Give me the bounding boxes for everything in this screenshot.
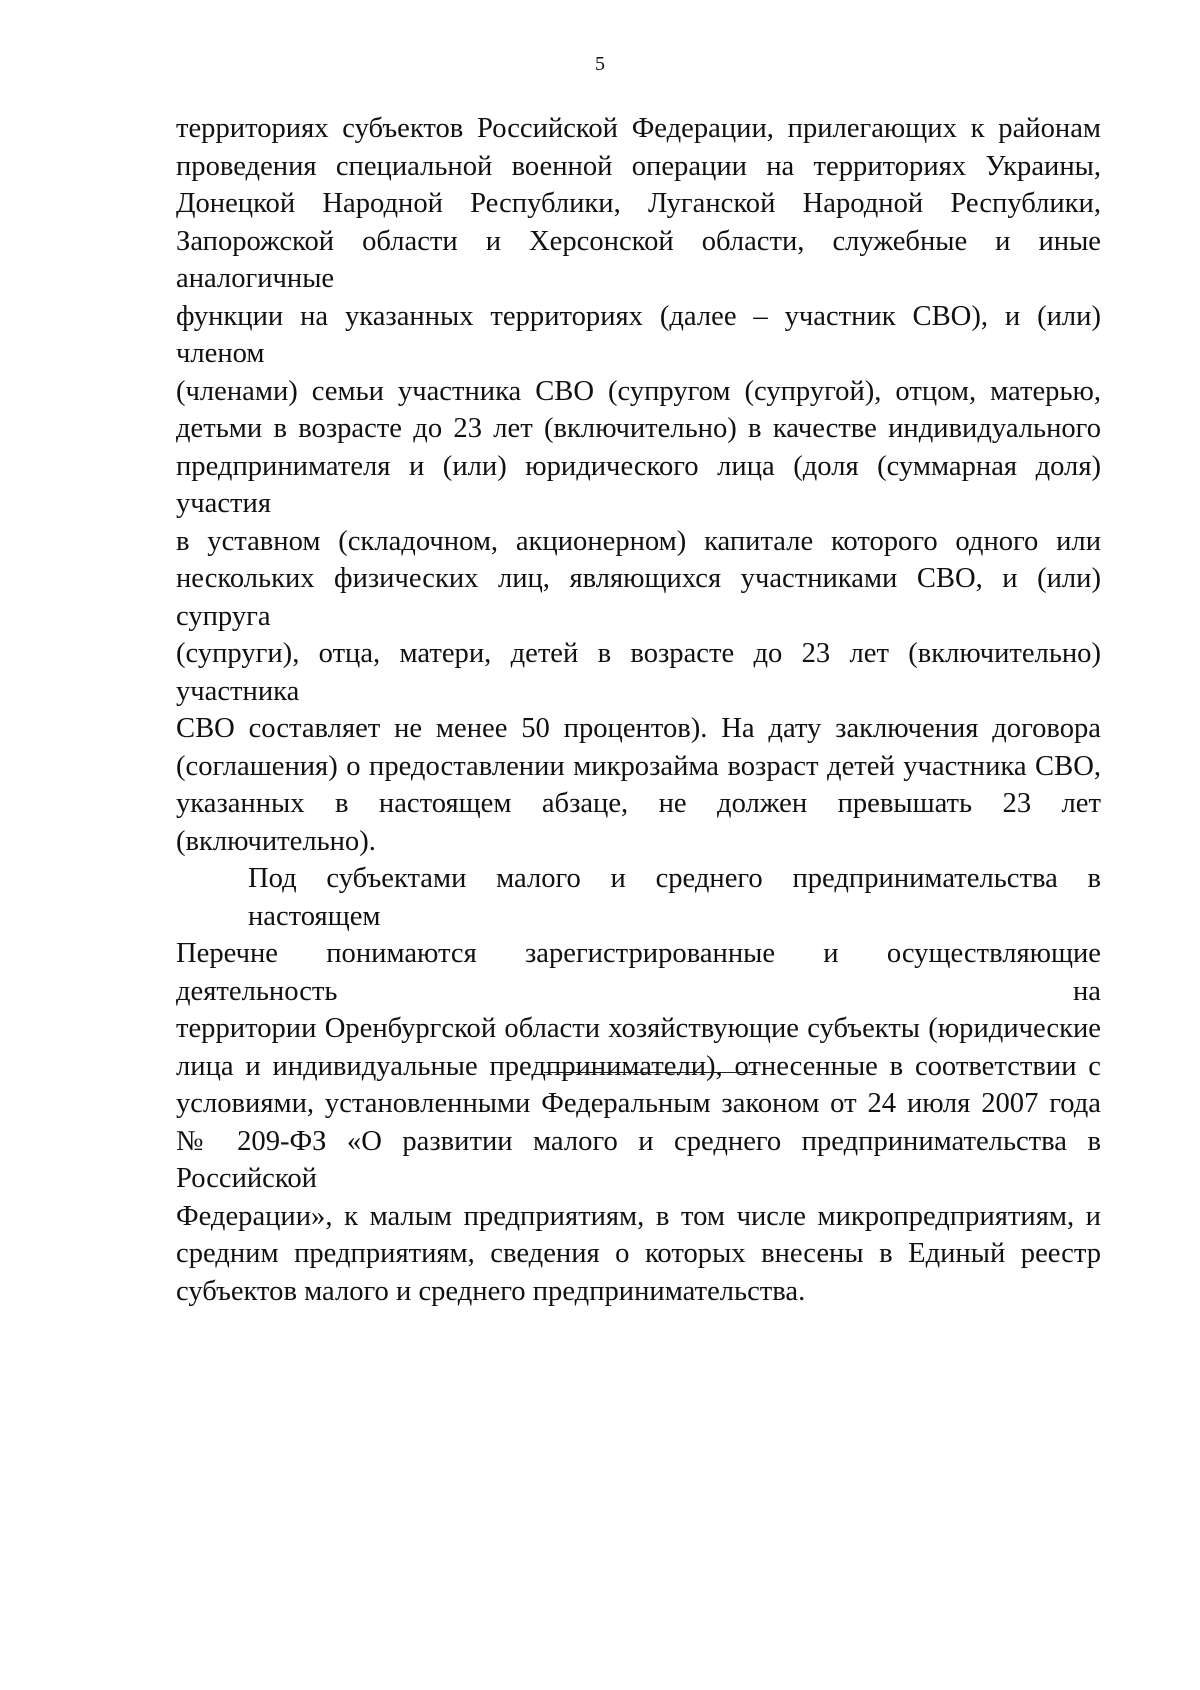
text-line: лица и индивидуальные предприниматели), отнесенные в соответствии с [176,1050,1101,1082]
text-line: субъектов малого и среднего предпринимательства. [176,1275,806,1307]
paragraph-definition [176,860,1101,1310]
text-line: Донецкой Народной Республики, Луганской Народной Республики, [176,188,1101,219]
text-line: функции на указанных территориях (далее – участник СВО), и (или) членом [176,300,1101,369]
text-line: указанных в настоящем абзаце, не должен превышать 23 лет (включительно). [176,788,1101,857]
text-line: в уставном (складочном, акционерном) капитале которого одного или [176,525,1101,557]
text-line: территории Оренбургской области хозяйствующие субъекты (юридические [176,1013,1101,1044]
text-line: территориях субъектов Российской Федерации, прилегающих к районам [176,113,1101,144]
text-line: СВО составляет не менее 50 процентов). На дату заключения договора [176,713,1101,744]
text-line: (соглашения) о предоставлении микрозайма возраст детей участника СВО, [176,750,1101,782]
text-line: нескольких физических лиц, являющихся участниками СВО, и (или) супруга [176,563,1101,632]
text-line: предпринимателя и (или) юридического лица (доля (суммарная доля) участия [176,450,1101,519]
end-separator-line [544,1072,757,1073]
text-line: № 209-ФЗ «О развитии малого и среднего предпринимательства в Российской [176,1125,1101,1194]
text-line: Запорожской области и Херсонской области, служебные и иные аналогичные [176,225,1101,294]
text-line: детьми в возрасте до 23 лет (включительно) в качестве индивидуального [176,413,1101,444]
text-line: (членами) семьи участника СВО (супругом (супругой), отцом, матерью, [176,375,1101,407]
text-line: проведения специальной военной операции на территориях Украины, [176,150,1101,182]
text-line: Под субъектами малого и среднего предпринимательства в настоящем [248,863,1101,932]
text-line: Перечне понимаются зарегистрированные и осуществляющие деятельность на [176,938,1101,1007]
text-line: Федерации», к малым предприятиям, в том числе микропредприятиям, и [176,1200,1101,1232]
text-line: (супруги), отца, матери, детей в возрасте до 23 лет (включительно) участника [176,638,1101,707]
paragraph-continuation [176,110,1101,860]
page-number: 5 [595,53,605,75]
text-line: условиями, установленными Федеральным законом от 24 июля 2007 года [176,1088,1101,1119]
document-body [176,110,1101,1310]
text-line: средним предприятиям, сведения о которых внесены в Единый реестр [176,1238,1101,1269]
